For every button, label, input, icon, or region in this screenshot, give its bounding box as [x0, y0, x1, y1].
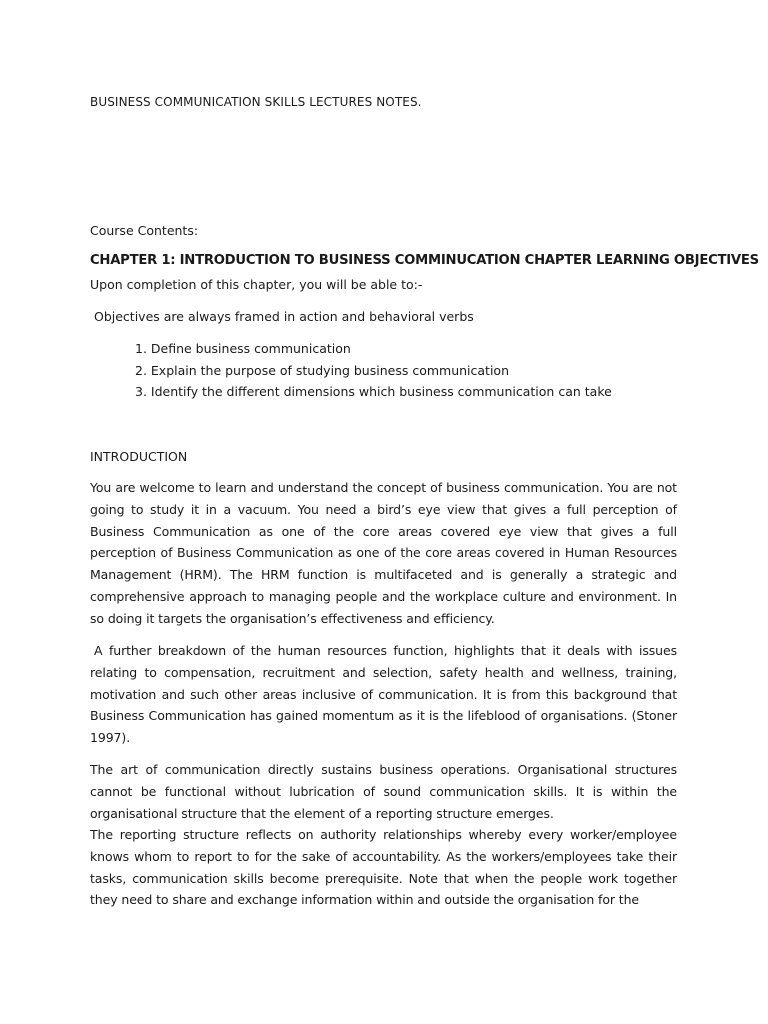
- objective-item: 2. Explain the purpose of studying business communication: [135, 362, 509, 378]
- document-title: BUSINESS COMMUNICATION SKILLS LECTURES NOTES.: [90, 95, 422, 109]
- body-paragraph: The art of communication directly sustains business operations. Organisational structures cannot be functional without lubrication of sound communication skills. It is within the organisational structure that the element of a reporting structure emerges.: [90, 762, 677, 821]
- chapter-heading: CHAPTER 1: INTRODUCTION TO BUSINESS COMMINUCATION CHAPTER LEARNING OBJECTIVES: [90, 253, 759, 268]
- objective-item: 3. Identify the different dimensions which business communication can take: [135, 384, 612, 400]
- course-contents-label: Course Contents:: [90, 223, 199, 238]
- objective-item: 1. Define business communication: [135, 341, 351, 356]
- objectives-list: [135, 340, 612, 405]
- body-paragraph: A further breakdown of the human resources function, highlights that it deals with issues relating to compensation, recruitment and selection, safety health and wellness, training, motivation and such other areas inclusive of communication. It is from this background that Business Communication has gained momentum as it is the lifeblood of organisations. (Stoner 1997).: [90, 643, 677, 746]
- completion-line: Upon completion of this chapter, you will be able to:-: [90, 277, 423, 292]
- body-paragraph: You are welcome to learn and understand the concept of business communication. You are not going to study it in a vacuum. You need a bird’s eye view that gives a full perception of Business Communication as one of the core areas covered eye view that gives a full perception of Business Communication as one of the core areas covered in Human Resources Management (HRM). The HRM function is multifaceted and is generally a strategic and comprehensive approach to managing people and the workplace culture and environment. In so doing it targets the organisation’s effectiveness and efficiency.: [90, 480, 677, 626]
- section-heading: INTRODUCTION: [90, 449, 188, 464]
- objectives-line: Objectives are always framed in action and behavioral verbs: [94, 309, 474, 324]
- body-paragraph: The reporting structure reflects on authority relationships whereby every worker/employee knows whom to report to for the sake of accountability. As the workers/employees take their tasks, communication skills become prerequisite. Note that when the people work together they need to share and exchange information within and outside the organisation for the: [90, 827, 677, 908]
